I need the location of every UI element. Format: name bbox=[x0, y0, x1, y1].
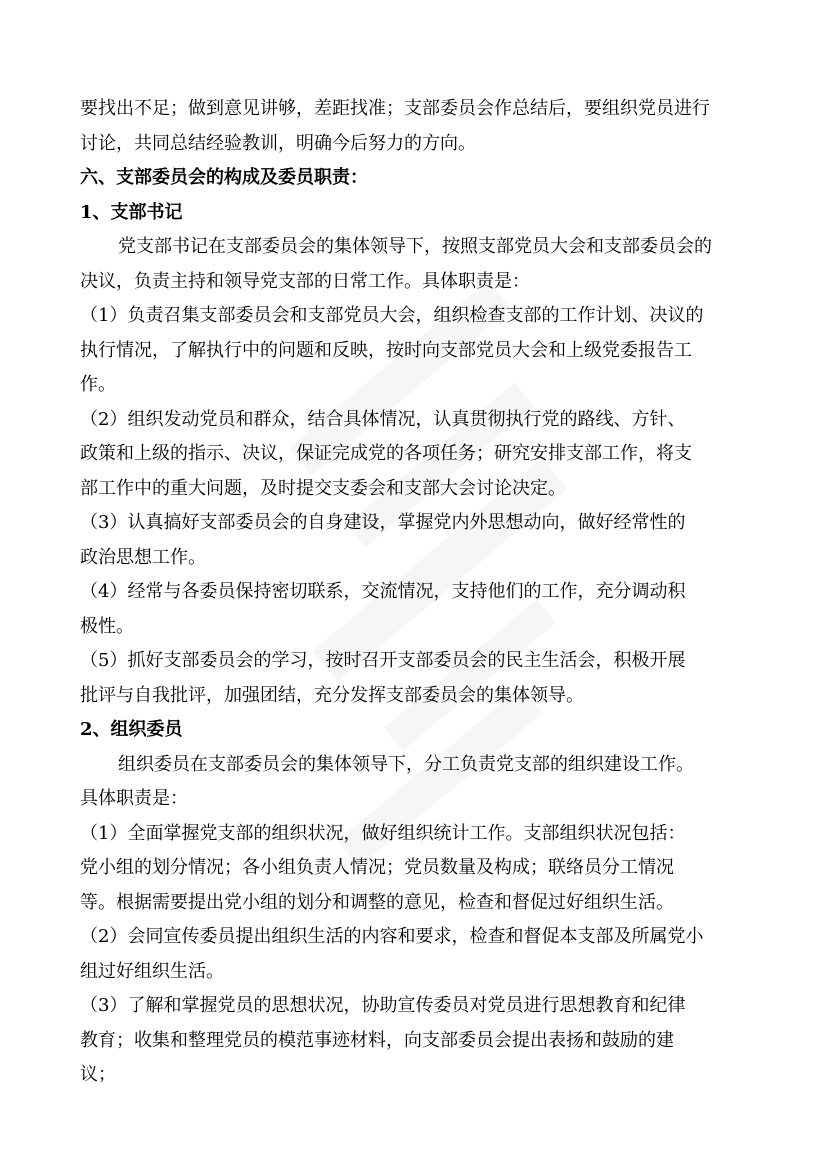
text-line: 作。 bbox=[80, 374, 116, 395]
text-line: 批评与自我批评，加强团结，充分发挥支部委员会的集体领导。 bbox=[80, 684, 584, 706]
text-line: （2）会同宣传委员提出组织生活的内容和要求，检查和督促本支部及所属党小 bbox=[80, 926, 704, 947]
text-line: 执行情况，了解执行中的问题和反映，按时向支部党员大会和上级党委报告工 bbox=[80, 339, 692, 361]
text-line: 组过好组织生活。 bbox=[80, 960, 224, 982]
text-line: （5）抓好支部委员会的学习，按时召开支部委员会的民主生活会，积极开展 bbox=[80, 650, 686, 671]
text-line: （4）经常与各委员保持密切联系，交流情况，支持他们的工作，充分调动积 bbox=[80, 581, 686, 602]
text-line: 议； bbox=[80, 1064, 116, 1085]
text-line: （3）认真搞好支部委员会的自身建设，掌握党内外思想动向，做好经常性的 bbox=[80, 512, 686, 533]
text-line: 决议，负责主持和领导党支部的日常工作。具体职责是： bbox=[80, 270, 530, 292]
text-line: 教育；收集和整理党员的模范事迹材料，向支部委员会提出表扬和鼓励的建 bbox=[80, 1029, 674, 1051]
subsection-heading: 2、组织委员 bbox=[80, 719, 183, 740]
text-line: 要找出不足；做到意见讲够，差距找准；支部委员会作总结后，要组织党员进行 bbox=[80, 98, 710, 119]
text-line: 极性。 bbox=[80, 615, 134, 637]
section-heading: 六、支部委员会的构成及委员职责： bbox=[80, 167, 368, 188]
text-line: （1）全面掌握党支部的组织状况，做好组织统计工作。支部组织状况包括： bbox=[80, 822, 686, 844]
text-line: 等。根据需要提出党小组的划分和调整的意见，检查和督促过好组织生活。 bbox=[80, 891, 674, 913]
text-line: （2）组织发动党员和群众，结合具体情况，认真贯彻执行党的路线、方针、 bbox=[80, 408, 686, 430]
text-line: 党支部书记在支部委员会的集体领导下，按照支部党员大会和支部委员会的 bbox=[118, 236, 712, 257]
text-line: 讨论，共同总结经验教训，明确今后努力的方向。 bbox=[80, 132, 476, 154]
text-line: 具体职责是： bbox=[80, 788, 188, 809]
text-line: 组织委员在支部委员会的集体领导下，分工负责党支部的组织建设工作。 bbox=[118, 753, 694, 775]
text-line: 政策和上级的指示、决议，保证完成党的各项任务；研究安排支部工作，将支 bbox=[80, 443, 692, 464]
text-line: 政治思想工作。 bbox=[80, 546, 206, 568]
subsection-heading: 1、支部书记 bbox=[80, 201, 183, 223]
document-body bbox=[80, 92, 760, 1093]
text-line: （1）负责召集支部委员会和支部党员大会，组织检查支部的工作计划、决议的 bbox=[80, 305, 704, 326]
text-line: 部工作中的重大问题，及时提交支委会和支部大会讨论决定。 bbox=[80, 477, 566, 499]
text-line: （3）了解和掌握党员的思想状况，协助宣传委员对党员进行思想教育和纪律 bbox=[80, 995, 686, 1016]
text-line: 党小组的划分情况；各小组负责人情况；党员数量及构成；联络员分工情况 bbox=[80, 857, 674, 878]
